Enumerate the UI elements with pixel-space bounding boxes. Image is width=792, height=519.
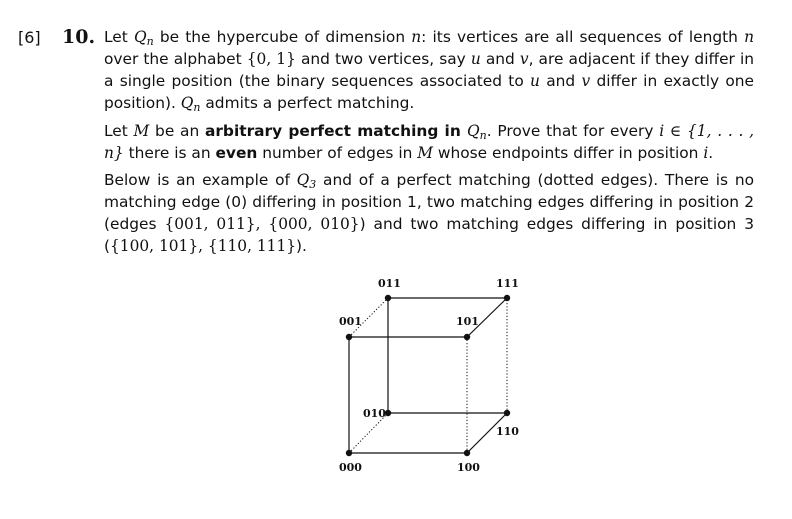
p2-i1: i ∈ {1, . . . , n} [104,122,754,162]
p1-u1: u [470,50,481,68]
p1-n1: n [411,28,422,46]
p1-text-5: and two vertices, say [295,50,471,68]
p2-bold-2: even [215,144,258,162]
vertex-label-001: 001 [339,315,362,328]
p1-text-6: and [480,50,520,68]
vertex-011 [385,295,391,301]
p2-text-2: be an [149,122,205,140]
hypercube-diagram [330,270,530,480]
p2-qn [467,122,487,140]
p1-text-1: Let [104,28,134,46]
p3-text-2: and of a perfect matching (dotted edges). There is no matching edge (0) differing in position 1, two matching edges differing in position 2 (edges [104,171,754,233]
p1-qn-sub: n [146,35,154,48]
p2-i2: i [703,144,709,162]
paragraph-example [104,169,754,257]
p1-qn2 [181,94,201,112]
p1-v2: v [581,72,591,90]
p1-text-7: , are adjacent if they differ in a single position (the binary sequences associated to [104,50,754,90]
p2-text-1: Let [104,122,134,140]
p3-text-4: ). [296,237,307,255]
p2-text-5: number of edges in [257,144,418,162]
p1-u2: u [530,72,540,90]
p2-qn-symbol: Q [467,122,480,140]
p1-text-3: : its vertices are all sequences of length [421,28,745,46]
p2-text-4: there is an [123,144,216,162]
vertex-label-100: 100 [457,461,480,474]
p3-q3-sub: 3 [309,178,317,191]
vertex-label-111: 111 [496,277,519,290]
hypercube-figure [330,270,530,480]
p1-text-8: and [539,72,582,90]
p2-m2: M [417,144,434,162]
vertex-001 [346,334,352,340]
p1-n2: n [744,28,754,46]
p3-q3 [297,171,317,189]
p1-qn [134,28,154,46]
p1-text-4: over the alphabet [104,50,247,68]
vertex-label-000: 000 [339,461,362,474]
p2-bold-1: arbitrary perfect matching in [204,122,467,140]
p1-text-10: admits a perfect matching. [200,94,415,112]
p1-qn2-sub: n [193,101,201,114]
p2-text-6: whose endpoints differ in position [433,144,704,162]
p3-text-3: ) and two matching edges differing in position 3 ( [104,215,754,255]
vertex-101 [464,334,470,340]
vertex-111 [504,295,510,301]
p1-v1: v [519,50,529,68]
marks-label [18,27,41,49]
p2-m1: M [133,122,150,140]
vertex-label-101: 101 [456,315,479,328]
p3-edges-2: {100, 101}, {110, 111} [110,237,297,255]
vertex-110 [504,410,510,416]
vertex-label-110: 110 [496,425,519,438]
p1-qn-symbol: Q [133,28,147,46]
vertex-label-011: 011 [378,277,401,290]
p1-text-9: differ in exactly one position). [104,72,754,112]
paragraph-task [104,120,754,164]
vertex-000 [346,450,352,456]
question-number: 10. [62,26,96,48]
p1-qn2-symbol: Q [180,94,194,112]
marks-text: [6] [18,28,41,47]
p1-text-2: be the hypercube of dimension [153,28,412,46]
p2-text-3: . Prove that for every [486,122,660,140]
vertex-label-010: 010 [363,407,386,420]
p1-alphabet: {0, 1} [246,50,296,68]
p3-q3-symbol: Q [296,171,310,189]
paragraph-definition [104,26,754,114]
p3-text-1: Below is an example of [104,171,297,189]
vertex-100 [464,450,470,456]
p3-edges-1: {001, 011}, {000, 010} [164,215,360,233]
p2-text-7: . [708,144,714,162]
p2-qn-sub: n [479,129,487,142]
